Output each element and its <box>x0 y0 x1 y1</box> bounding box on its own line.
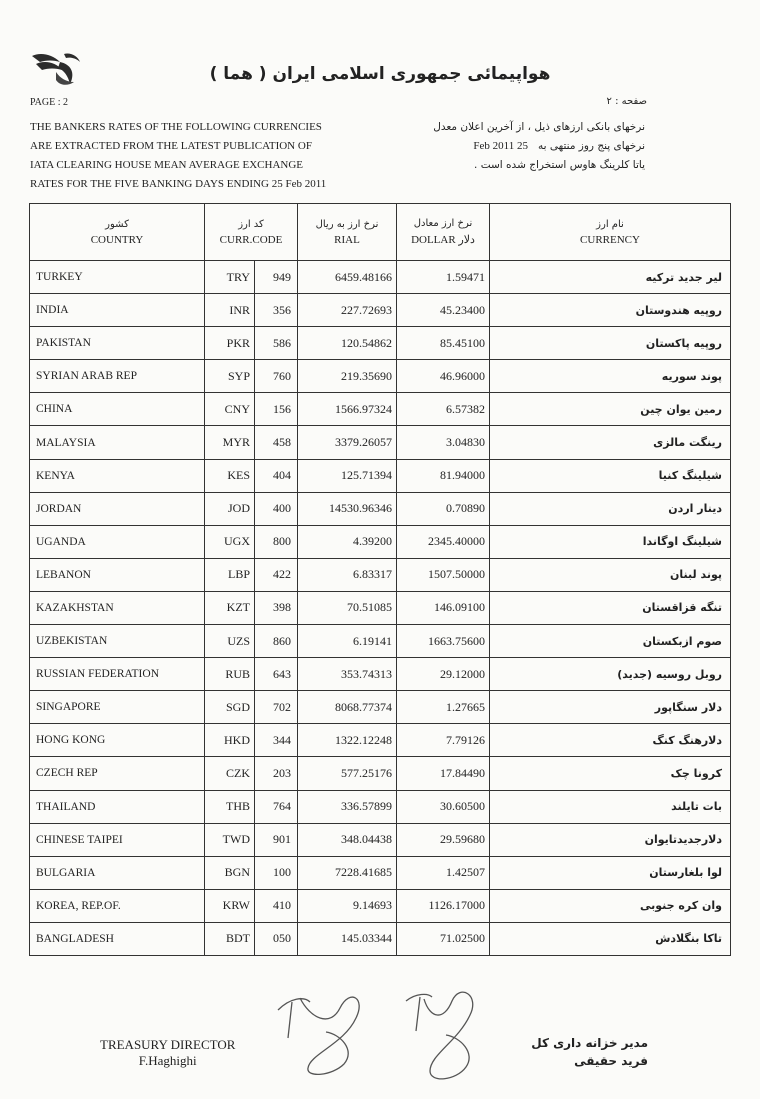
table-row <box>30 724 731 757</box>
exchange-rates-table <box>29 203 731 956</box>
table-row <box>30 591 731 624</box>
cell-dollar: 17.84490 <box>397 757 490 790</box>
cell-code: 356 <box>255 294 298 327</box>
cell-code: 203 <box>255 757 298 790</box>
cell-dollar: 85.45100 <box>397 327 490 360</box>
table-row <box>30 459 731 492</box>
table-row <box>30 525 731 558</box>
cell-curr: KZT <box>205 591 255 624</box>
intro-line: RATES FOR THE FIVE BANKING DAYS ENDING 25 Feb 2011 <box>30 178 327 190</box>
cell-code: 344 <box>255 724 298 757</box>
cell-code: 586 <box>255 327 298 360</box>
cell-curr: SYP <box>205 360 255 393</box>
intro-date: 25 Feb 2011 <box>473 140 528 152</box>
header-label-en: COUNTRY <box>90 233 144 246</box>
cell-dollar: 29.59680 <box>397 823 490 856</box>
cell-rial: 120.54862 <box>298 327 397 360</box>
cell-code: 800 <box>255 525 298 558</box>
cell-rial: 1566.97324 <box>298 393 397 426</box>
table-row <box>30 889 731 922</box>
cell-code: 860 <box>255 625 298 658</box>
director-title: مدیر خزانه داری کل <box>531 1036 648 1050</box>
intro-text-fa <box>433 118 645 175</box>
cell-country: BANGLADESH <box>30 922 205 955</box>
cell-currency-name: شیلینگ اوگاندا <box>490 525 731 558</box>
cell-code: 422 <box>255 558 298 591</box>
table-row <box>30 856 731 889</box>
cell-code: 643 <box>255 658 298 691</box>
cell-curr: THB <box>205 790 255 823</box>
header-label-en: CURRENCY <box>580 233 640 246</box>
cell-country: UGANDA <box>30 525 205 558</box>
cell-rial: 4.39200 <box>298 525 397 558</box>
table-row <box>30 393 731 426</box>
cell-country: UZBEKISTAN <box>30 625 205 658</box>
cell-currency-name: روبل روسیه (جدید) <box>490 658 731 691</box>
cell-country: CHINA <box>30 393 205 426</box>
page-number-en: PAGE : 2 <box>30 97 68 108</box>
cell-dollar: 3.04830 <box>397 426 490 459</box>
cell-country: LEBANON <box>30 558 205 591</box>
table-row <box>30 823 731 856</box>
cell-country: SINGAPORE <box>30 691 205 724</box>
cell-code: 100 <box>255 856 298 889</box>
intro-line-with-date <box>433 137 645 156</box>
header-label-fa: کشور <box>105 218 129 230</box>
cell-rial: 227.72693 <box>298 294 397 327</box>
cell-dollar: 1.59471 <box>397 261 490 294</box>
cell-rial: 577.25176 <box>298 757 397 790</box>
table-row <box>30 757 731 790</box>
cell-currency-name: روپیه هندوستان <box>490 294 731 327</box>
table-row <box>30 691 731 724</box>
cell-rial: 6.19141 <box>298 625 397 658</box>
header-dollar <box>397 204 490 261</box>
cell-curr: TRY <box>205 261 255 294</box>
cell-curr: CNY <box>205 393 255 426</box>
intro-line: ARE EXTRACTED FROM THE LATEST PUBLICATION OF <box>30 140 312 152</box>
cell-country: BULGARIA <box>30 856 205 889</box>
cell-dollar: 81.94000 <box>397 459 490 492</box>
cell-currency-name: رمین یوان چین <box>490 393 731 426</box>
cell-curr: UZS <box>205 625 255 658</box>
cell-currency-name: دلارهنگ کنگ <box>490 724 731 757</box>
table-row <box>30 294 731 327</box>
cell-curr: INR <box>205 294 255 327</box>
cell-curr: KES <box>205 459 255 492</box>
header-label-en: RIAL <box>334 233 360 246</box>
director-title: TREASURY DIRECTOR <box>100 1037 236 1052</box>
cell-currency-name: لیر جدید ترکیه <box>490 261 731 294</box>
header-label-fa: نام ارز <box>596 218 624 230</box>
cell-code: 400 <box>255 492 298 525</box>
cell-dollar: 29.12000 <box>397 658 490 691</box>
cell-rial: 336.57899 <box>298 790 397 823</box>
cell-currency-name: لوا بلغارستان <box>490 856 731 889</box>
intro-text-en <box>30 118 326 194</box>
cell-curr: PKR <box>205 327 255 360</box>
cell-currency-name: تنگه قزاقستان <box>490 591 731 624</box>
cell-rial: 7228.41685 <box>298 856 397 889</box>
cell-currency-name: وان کره جنوبی <box>490 889 731 922</box>
cell-code: 398 <box>255 591 298 624</box>
cell-country: KENYA <box>30 459 205 492</box>
director-signature-block-en <box>100 1037 235 1069</box>
intro-line: نرخهای پنج روز منتهی به <box>538 140 645 152</box>
cell-currency-name: کرونا چک <box>490 757 731 790</box>
intro-line: یاتا کلرینگ هاوس استخراج شده است . <box>474 159 645 171</box>
cell-rial: 6459.48166 <box>298 261 397 294</box>
cell-rial: 145.03344 <box>298 922 397 955</box>
header-label-fa: کد ارز <box>238 218 264 230</box>
cell-dollar: 146.09100 <box>397 591 490 624</box>
cell-dollar: 45.23400 <box>397 294 490 327</box>
table-row <box>30 790 731 823</box>
cell-rial: 219.35690 <box>298 360 397 393</box>
table-row <box>30 558 731 591</box>
cell-rial: 353.74313 <box>298 658 397 691</box>
header-rial <box>298 204 397 261</box>
cell-curr: BDT <box>205 922 255 955</box>
cell-rial: 125.71394 <box>298 459 397 492</box>
cell-currency-name: روپیه پاکستان <box>490 327 731 360</box>
page-number-fa: صفحه : ۲ <box>606 96 647 107</box>
cell-rial: 70.51085 <box>298 591 397 624</box>
cell-curr: RUB <box>205 658 255 691</box>
cell-currency-name: دلار سنگاپور <box>490 691 731 724</box>
header-country <box>30 204 205 261</box>
cell-curr: SGD <box>205 691 255 724</box>
table-row <box>30 426 731 459</box>
header-label-en: CURR.CODE <box>219 233 283 246</box>
cell-currency-name: بات تایلند <box>490 790 731 823</box>
header-label-fa: نرخ ارز معادل <box>413 218 473 229</box>
cell-currency-name: پوند سوریه <box>490 360 731 393</box>
cell-code: 458 <box>255 426 298 459</box>
table-body <box>30 261 731 956</box>
cell-country: SYRIAN ARAB REP <box>30 360 205 393</box>
director-signature-block-fa <box>531 1034 648 1070</box>
cell-curr: TWD <box>205 823 255 856</box>
header-currency <box>490 204 731 261</box>
table-row <box>30 360 731 393</box>
cell-dollar: 71.02500 <box>397 922 490 955</box>
cell-country: KOREA, REP.OF. <box>30 889 205 922</box>
cell-code: 764 <box>255 790 298 823</box>
header-curr-code <box>205 204 298 261</box>
cell-dollar: 6.57382 <box>397 393 490 426</box>
cell-dollar: 1507.50000 <box>397 558 490 591</box>
cell-dollar: 1126.17000 <box>397 889 490 922</box>
table-row <box>30 922 731 955</box>
table-row <box>30 327 731 360</box>
cell-curr: JOD <box>205 492 255 525</box>
header-label-fa: نرخ ارز به ریال <box>315 218 379 230</box>
cell-currency-name: دینار اردن <box>490 492 731 525</box>
cell-code: 949 <box>255 261 298 294</box>
cell-country: CZECH REP <box>30 757 205 790</box>
cell-country: INDIA <box>30 294 205 327</box>
director-name: فرید حقیقی <box>574 1054 648 1068</box>
cell-dollar: 1.42507 <box>397 856 490 889</box>
cell-country: MALAYSIA <box>30 426 205 459</box>
cell-rial: 14530.96346 <box>298 492 397 525</box>
cell-country: JORDAN <box>30 492 205 525</box>
cell-dollar: 1663.75600 <box>397 625 490 658</box>
signature-mark <box>400 985 490 1085</box>
table-row <box>30 492 731 525</box>
cell-code: 156 <box>255 393 298 426</box>
cell-rial: 6.83317 <box>298 558 397 591</box>
table-row <box>30 261 731 294</box>
cell-country: CHINESE TAIPEI <box>30 823 205 856</box>
page-title: هواپیمائی جمهوری اسلامی ایران ( هما ) <box>209 64 551 84</box>
cell-dollar: 0.70890 <box>397 492 490 525</box>
cell-country: TURKEY <box>30 261 205 294</box>
cell-curr: BGN <box>205 856 255 889</box>
table-row <box>30 625 731 658</box>
cell-curr: UGX <box>205 525 255 558</box>
intro-line: THE BANKERS RATES OF THE FOLLOWING CURRENCIES <box>30 121 322 133</box>
header-label-en: DOLLAR دلار <box>411 234 475 246</box>
cell-code: 410 <box>255 889 298 922</box>
cell-curr: HKD <box>205 724 255 757</box>
cell-code: 050 <box>255 922 298 955</box>
cell-dollar: 7.79126 <box>397 724 490 757</box>
cell-rial: 9.14693 <box>298 889 397 922</box>
cell-currency-name: رینگت مالزی <box>490 426 731 459</box>
director-name: F.Haghighi <box>138 1053 197 1068</box>
cell-rial: 8068.77374 <box>298 691 397 724</box>
cell-code: 901 <box>255 823 298 856</box>
cell-country: HONG KONG <box>30 724 205 757</box>
cell-currency-name: صوم ازبکستان <box>490 625 731 658</box>
cell-country: RUSSIAN FEDERATION <box>30 658 205 691</box>
cell-curr: CZK <box>205 757 255 790</box>
cell-currency-name: شیلینگ کنیا <box>490 459 731 492</box>
cell-dollar: 30.60500 <box>397 790 490 823</box>
cell-rial: 348.04438 <box>298 823 397 856</box>
cell-rial: 3379.26057 <box>298 426 397 459</box>
cell-currency-name: پوند لبنان <box>490 558 731 591</box>
cell-country: THAILAND <box>30 790 205 823</box>
cell-curr: MYR <box>205 426 255 459</box>
table-row <box>30 658 731 691</box>
cell-country: PAKISTAN <box>30 327 205 360</box>
cell-dollar: 2345.40000 <box>397 525 490 558</box>
cell-curr: KRW <box>205 889 255 922</box>
table-header-row <box>30 204 731 261</box>
cell-code: 404 <box>255 459 298 492</box>
cell-currency-name: دلارجدیدتایوان <box>490 823 731 856</box>
cell-currency-name: تاکا بنگلادش <box>490 922 731 955</box>
cell-code: 760 <box>255 360 298 393</box>
cell-dollar: 1.27665 <box>397 691 490 724</box>
signature-mark <box>270 988 380 1078</box>
cell-rial: 1322.12248 <box>298 724 397 757</box>
cell-dollar: 46.96000 <box>397 360 490 393</box>
cell-curr: LBP <box>205 558 255 591</box>
intro-line: IATA CLEARING HOUSE MEAN AVERAGE EXCHANGE <box>30 159 303 171</box>
intro-line: نرخهای بانکی ارزهای ذیل ، از آخرین اعلان معدل <box>433 121 645 133</box>
cell-country: KAZAKHSTAN <box>30 591 205 624</box>
cell-code: 702 <box>255 691 298 724</box>
